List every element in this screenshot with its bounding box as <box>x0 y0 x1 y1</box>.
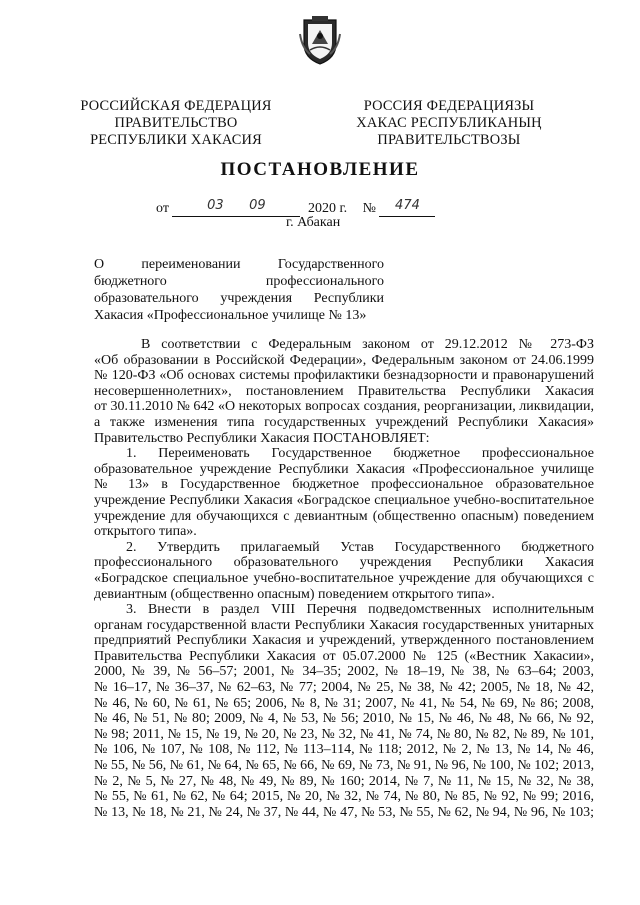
paragraph-line: от 30.11.2010 № 642 «О некоторых вопросах создания, реорганизации, ликвидации, <box>94 399 594 415</box>
subject-line: бюджетного профессионального <box>94 274 384 289</box>
paragraph-line: а также изменения типа государственных учреждений Республики Хакасия» <box>94 414 594 430</box>
header-left-line: ПРАВИТЕЛЬСТВО <box>114 115 238 131</box>
date-day-field <box>172 200 230 217</box>
header-left-line: РОССИЙСКАЯ ФЕДЕРАЦИЯ <box>80 98 272 114</box>
paragraph-line: Правительства Республики Хакасия от 05.07.2000 № 125 («Вестник Хакасии», <box>94 648 594 664</box>
header-left-line: РЕСПУБЛИКИ ХАКАСИЯ <box>90 132 262 148</box>
paragraph-line: «Об образовании в Российской Федерации», Федеральным законом от 24.06.1999 <box>94 352 594 368</box>
subject-line: Хакасия «Профессиональное училище № 13» <box>94 308 367 323</box>
paragraph-line: 2. Утвердить прилагаемый Устав Государственного бюджетного <box>126 539 594 555</box>
paragraph-line: № 46, № 60, № 61, № 65; 2006, № 8, № 31; 2007, № 41, № 54, № 69, № 86; 2008, <box>94 695 594 711</box>
header-left-block <box>74 98 278 149</box>
paragraph-line: № 55, № 56, № 61, № 64, № 65, № 66, № 69, № 73, № 91, № 96, № 100, № 102; 2013, <box>94 758 595 774</box>
paragraph-line: № 120-ФЗ «Об основах системы профилактики безнадзорности и правонарушений <box>94 368 594 384</box>
paragraph-line: «Боградское специальное учебно-воспитательное учреждение для обучающихся с <box>94 570 594 586</box>
city-label: г. Абакан <box>286 215 341 230</box>
paragraph-line: В соответствии с Федеральным законом от 29.12.2012 № 273-ФЗ <box>141 337 594 352</box>
paragraph-line: 3. Внести в раздел VIII Перечня подведомственных исполнительным <box>126 602 594 618</box>
document-number-value: 474 <box>395 198 420 213</box>
paragraph-line: № 98; 2011, № 15, № 19, № 20, № 23, № 32, № 41, № 74, № 80, № 82, № 89, № 101, <box>94 726 594 742</box>
paragraph-line: 1. Переименовать Государственное бюджетное профессиональное <box>126 446 594 462</box>
date-day-value: 03 <box>207 198 224 213</box>
paragraph-line: открытого типа». <box>94 524 197 540</box>
header-right-line: ПРАВИТЕЛЬСТВОЗЫ <box>377 132 521 148</box>
date-from-label: от <box>156 201 169 216</box>
paragraph-line: образовательное учреждение Республики Хакасия «Профессиональное училище <box>94 461 594 477</box>
paragraph-line: № 2, № 5, № 27, № 48, № 49, № 89, № 160; 2014, № 7, № 11, № 15, № 32, № 38, <box>94 773 594 789</box>
date-month-value: 09 <box>249 198 266 213</box>
paragraph-line: учреждение для обучающихся с девиантным (общественно опасным) поведением <box>94 508 594 524</box>
paragraph-line: учреждение Республики Хакасия «Боградское специальное учебно-воспитательное <box>94 492 594 508</box>
paragraph-line: органам государственной власти Республики Хакасия государственных унитарных <box>94 617 594 633</box>
header-right-block <box>355 98 543 149</box>
number-sign: № <box>362 201 376 216</box>
paragraph-line: предприятий Республики Хакасия и учреждений, утвержденного постановлением <box>94 633 594 649</box>
coat-of-arms-emblem <box>298 14 342 66</box>
paragraph-line: Правительство Республики Хакасия ПОСТАНОВЛЯЕТ: <box>94 430 430 446</box>
header-right-line: ХАКАС РЕСПУБЛИКАНЫҢ <box>356 115 542 131</box>
paragraph-line: № 46, № 51, № 80; 2009, № 4, № 53, № 56; 2010, № 15, № 46, № 48, № 66, № 92, <box>94 711 594 727</box>
paragraph-line: № 106, № 107, № 108, № 112, № 113–114, № 118; 2012, № 2, № 13, № 14, № 46, <box>94 742 594 758</box>
paragraph-line: № 16–17, № 36–37, № 62–63, № 77; 2004, № 25, № 38, № 42; 2005, № 18, № 42, <box>94 680 594 696</box>
header-right-line: РОССИЯ ФЕДЕРАЦИЯЗЫ <box>363 98 535 114</box>
paragraph-line: профессионального образовательного учреждения Республики Хакасия <box>94 555 594 571</box>
subject-line: О переименовании Государственного <box>94 257 384 272</box>
paragraph-line: № 13, № 18, № 21, № 24, № 37, № 44, № 47, № 53, № 55, № 62, № 94, № 96, № 103; <box>94 804 594 820</box>
document-body <box>94 337 594 820</box>
paragraph-line: несовершеннолетних», постановлением Правительства Республики Хакасия <box>94 383 594 399</box>
paragraph-line: девиантным (общественно опасным) поведением открытого типа». <box>94 586 495 602</box>
document-title: ПОСТАНОВЛЕНИЕ <box>220 159 420 180</box>
paragraph-line: 2000, № 39, № 56–57; 2001, № 34–35; 2002, № 18–19, № 38, № 63–64; 2003, <box>94 664 594 680</box>
paragraph-line: № 55, № 61, № 62, № 64; 2015, № 20, № 32, № 74, № 80, № 85, № 92, № 99; 2016, <box>94 789 594 805</box>
subject-block <box>94 256 384 324</box>
document-number-field <box>379 200 435 217</box>
paragraph-line: № 13» в Государственное бюджетное профессиональное образовательное <box>94 477 594 493</box>
date-year: 2020 г. <box>307 201 348 216</box>
subject-line: образовательного учреждения Республики <box>94 291 384 306</box>
